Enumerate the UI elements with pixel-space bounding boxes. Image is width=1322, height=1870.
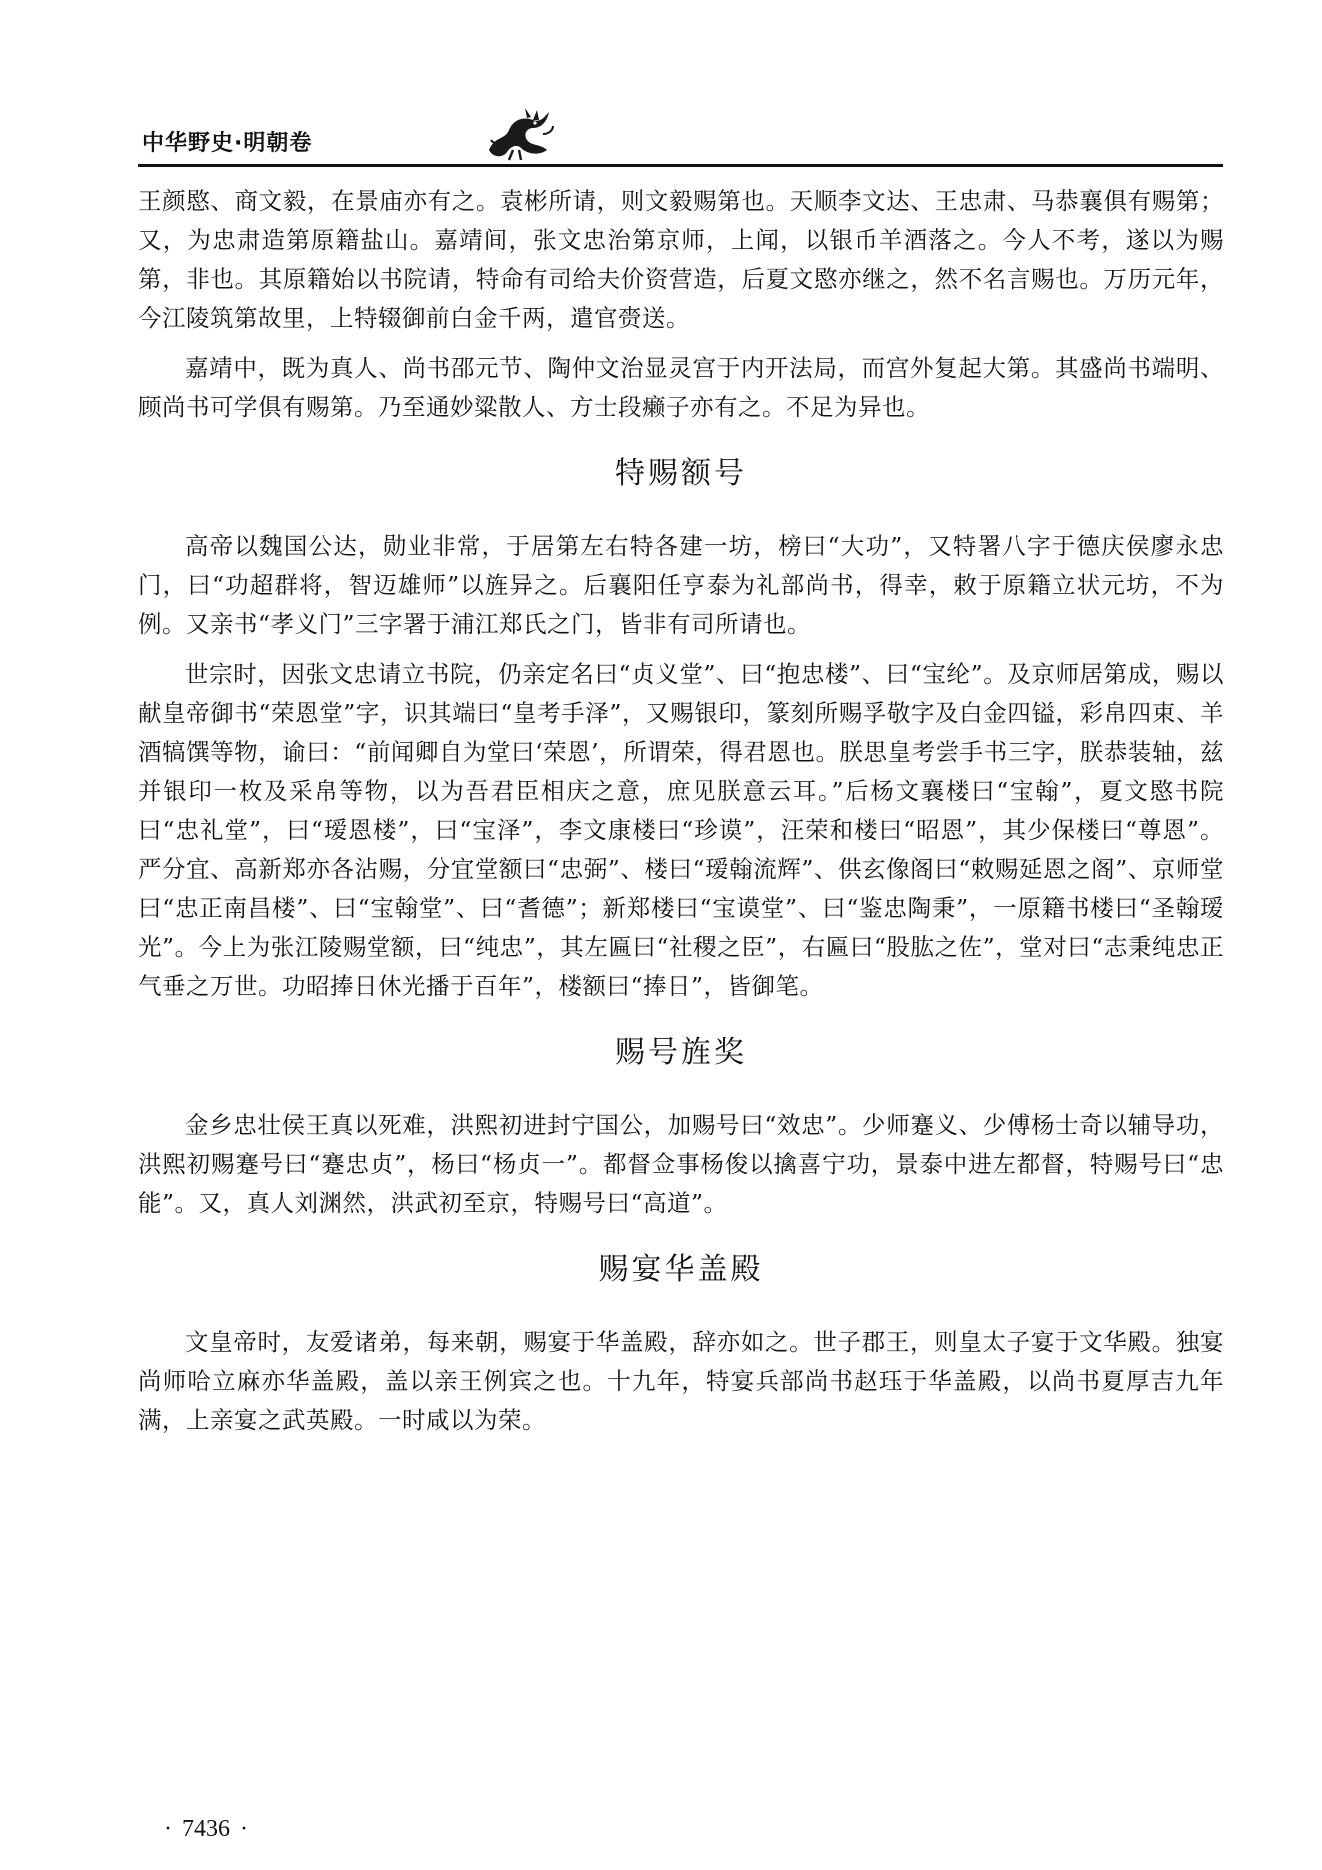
page-number-value: 7436 <box>182 1816 230 1842</box>
paragraph: 王颜愍、商文毅，在景庙亦有之。袁彬所请，则文毅赐第也。天顺李文达、王忠肃、马恭襄俱有赐第；又，为忠肃造第原籍盐山。嘉靖间，张文忠治第京师，上闻，以银币羊酒落之。今人不考，遂以为赐第，非也。其原籍始以书院请，特命有司给夫价资营造，后夏文愍亦继之，然不名言赐也。万历元年，今江陵筑第故里，上特辍御前白金千两，遣官赍送。 <box>138 187 1224 332</box>
section-heading: 赐宴华盖殿 <box>598 1252 764 1287</box>
section-heading: 特赐额号 <box>615 456 747 491</box>
dragon-logo-icon <box>483 106 555 162</box>
page-number-dot-left: · <box>164 1816 172 1842</box>
paragraph: 世宗时，因张文忠请立书院，仍亲定名曰“贞义堂”、曰“抱忠楼”、曰“宝纶”。及京师居第成，赐以献皇帝御书“荣恩堂”字，识其端曰“皇考手泽”，又赐银印，篆刻所赐孚敬字及白金四镒，彩帛四束、羊酒犒馔等物，谕曰：“前闻卿自为堂曰‘荣恩’，所谓荣，得君恩也。朕思皇考尝手书三字，朕恭装轴，兹并银印一枚及采帛等物，以为吾君臣相庆之意，庶见朕意云耳。”后杨文襄楼曰“宝翰”，夏文愍书院曰“忠礼堂”，曰“瑷恩楼”，曰“宝泽”，李文康楼曰“珍谟”，汪荣和楼曰“昭恩”，其少保楼曰“尊恩”。严分宜、高新郑亦各沾赐，分宜堂额曰“忠弼”、楼曰“瑷翰流辉”、供玄像阁曰“敕赐延恩之阁”、京师堂曰“忠正南昌楼”、曰“宝翰堂”、曰“耆德”；新郑楼曰“宝谟堂”、曰“鉴忠陶秉”，一原籍书楼曰“圣翰瑷光”。今上为张江陵赐堂额，曰“纯忠”，其左匾曰“社稷之臣”，右匾曰“股肱之佐”，堂对曰“志秉纯忠正气垂之万世。功昭捧日休光播于百年”，楼额曰“捧日”，皆御笔。 <box>138 660 1224 1000</box>
running-header <box>138 100 1208 170</box>
book-title: 中华野史·明朝卷 <box>142 131 313 156</box>
paragraph: 嘉靖中，既为真人、尚书邵元节、陶仲文治显灵宫于内开法局，而宫外复起大第。其盛尚书端明、顾尚书可学俱有赐第。乃至通妙粱散人、方士段癞子亦有之。不足为异也。 <box>138 354 1224 421</box>
paragraph: 金乡忠壮侯王真以死难，洪熙初进封宁国公，加赐号曰“效忠”。少师蹇义、少傅杨士奇以辅导功，洪熙初赐蹇号曰“蹇忠贞”，杨曰“杨贞一”。都督佥事杨俊以擒喜宁功，景泰中进左都督，特赐号曰“忠能”。又，真人刘渊然，洪武初至京，特赐号曰“高道”。 <box>138 1111 1224 1217</box>
header-rule <box>138 164 1223 167</box>
page-number <box>154 1816 258 1843</box>
page-body <box>138 182 1224 1451</box>
paragraph: 文皇帝时，友爱诸弟，每来朝，赐宴于华盖殿，辞亦如之。世子郡王，则皇太子宴于文华殿。独宴尚师哈立麻亦华盖殿，盖以亲王例宾之也。十九年，特宴兵部尚书赵珏于华盖殿，以尚书夏厚吉九年满，上亲宴之武英殿。一时咸以为荣。 <box>138 1328 1224 1434</box>
paragraph: 高帝以魏国公达，勋业非常，于居第左右特各建一坊，榜曰“大功”，又特署八字于德庆侯廖永忠门，曰“功超群将，智迈雄师”以旌异之。后襄阳任亨泰为礼部尚书，得幸，敕于原籍立状元坊，不为例。又亲书“孝义门”三字署于浦江郑氏之门，皆非有司所请也。 <box>138 532 1224 638</box>
page-number-dot-right: · <box>240 1816 248 1842</box>
section-heading: 赐号旌奖 <box>615 1035 747 1070</box>
